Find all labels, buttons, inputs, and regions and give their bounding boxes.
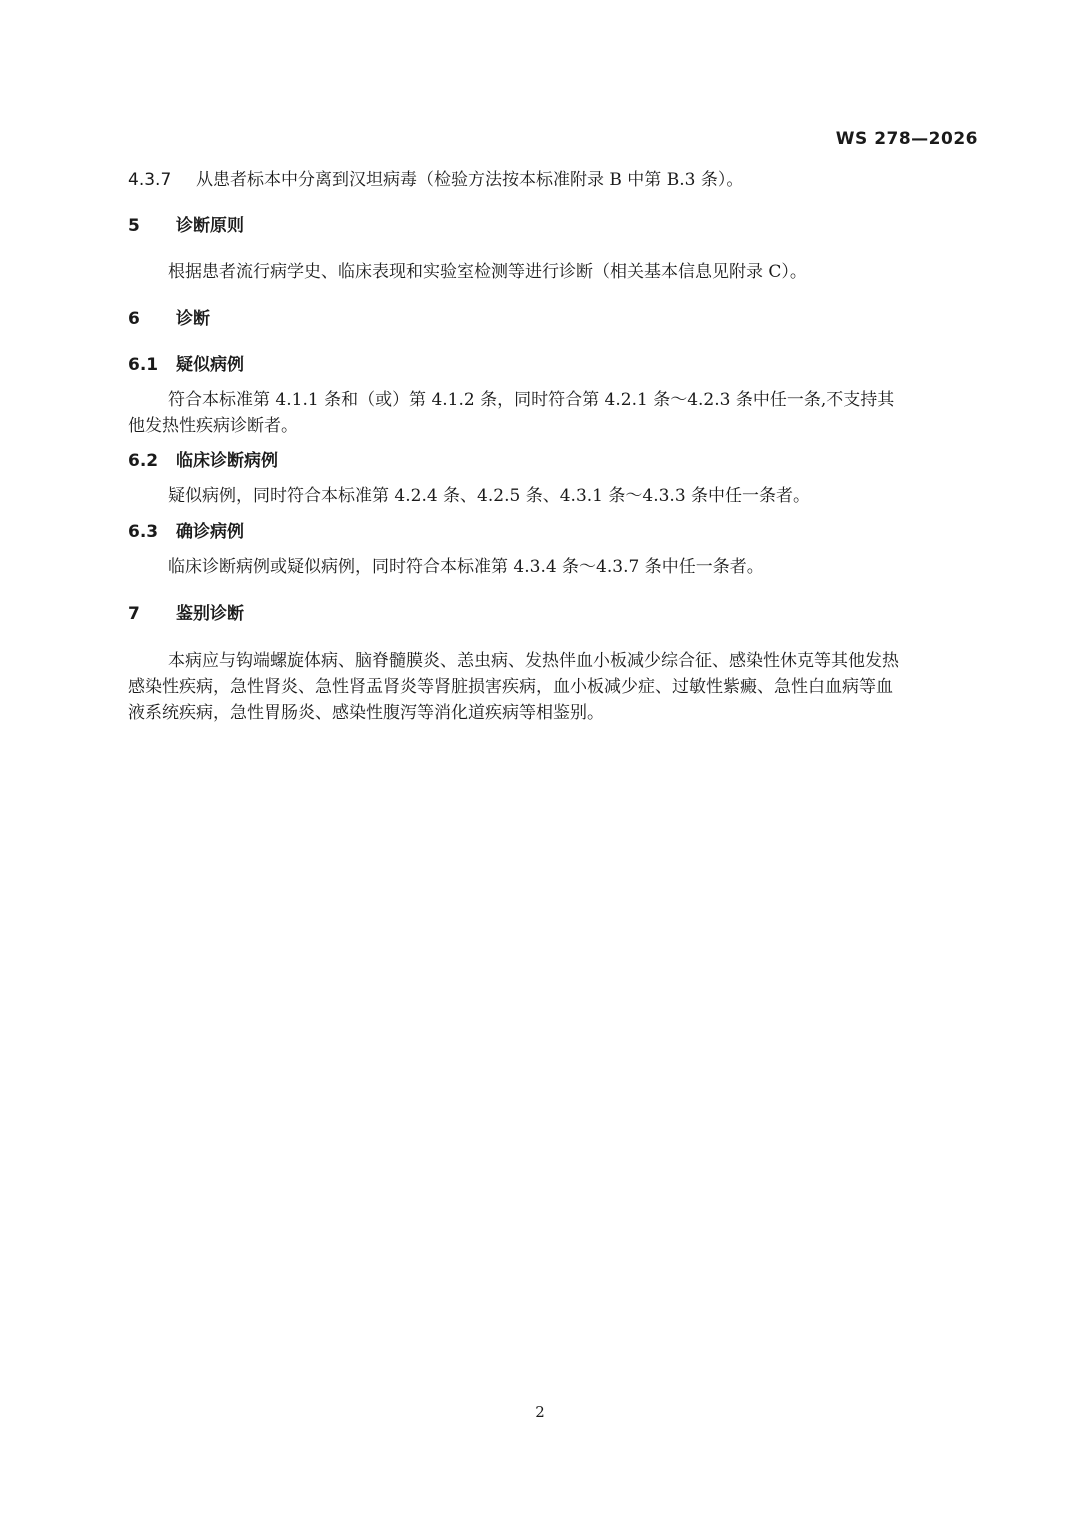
subsection-6-3-heading bbox=[128, 520, 244, 544]
section-title: 鉴别诊断 bbox=[176, 604, 244, 624]
subsection-6-1-heading bbox=[128, 353, 244, 377]
section-5-paragraph: 根据患者流行病学史、临床表现和实验室检测等进行诊断（相关基本信息见附录 C）。 bbox=[168, 262, 807, 282]
subsection-6-2-heading bbox=[128, 449, 278, 473]
clause-number: 4.3.7 bbox=[128, 170, 172, 190]
subsection-title: 疑似病例 bbox=[176, 355, 244, 375]
section-6-heading bbox=[128, 307, 210, 331]
subsection-title: 确诊病例 bbox=[176, 522, 244, 542]
section-number: 6 bbox=[128, 309, 140, 329]
subsection-number: 6.1 bbox=[128, 355, 159, 375]
section-7-line: 本病应与钩端螺旋体病、脑脊髓膜炎、恙虫病、发热伴血小板减少综合征、感染性休克等其他发热 bbox=[168, 651, 899, 671]
section-7-heading bbox=[128, 602, 244, 626]
clause-text: 从患者标本中分离到汉坦病毒（检验方法按本标准附录 B 中第 B.3 条）。 bbox=[196, 170, 744, 190]
section-title: 诊断 bbox=[176, 309, 210, 329]
document-code: WS 278—2026 bbox=[835, 129, 978, 149]
section-5-heading bbox=[128, 214, 244, 238]
subsection-6-1-line: 符合本标准第 4.1.1 条和（或）第 4.1.2 条，同时符合第 4.2.1 条～4.2.3 条中任一条,不支持其 bbox=[168, 390, 895, 410]
section-7-line: 感染性疾病，急性肾炎、急性肾盂肾炎等肾脏损害疾病，血小板减少症、过敏性紫癜、急性白血病等血 bbox=[128, 677, 893, 697]
subsection-number: 6.2 bbox=[128, 451, 159, 471]
subsection-number: 6.3 bbox=[128, 522, 159, 542]
section-7-line: 液系统疾病，急性胃肠炎、感染性腹泻等消化道疾病等相鉴别。 bbox=[128, 703, 604, 723]
section-number: 7 bbox=[128, 604, 140, 624]
subsection-6-1-line: 他发热性疾病诊断者。 bbox=[128, 416, 298, 436]
section-number: 5 bbox=[128, 216, 140, 236]
subsection-6-3-line: 临床诊断病例或疑似病例，同时符合本标准第 4.3.4 条～4.3.7 条中任一条者。 bbox=[168, 557, 764, 577]
page-number: 2 bbox=[535, 1403, 545, 1421]
clause-4-3-7 bbox=[128, 168, 743, 192]
subsection-title: 临床诊断病例 bbox=[176, 451, 278, 471]
subsection-6-2-line: 疑似病例，同时符合本标准第 4.2.4 条、4.2.5 条、4.3.1 条～4.3.3 条中任一条者。 bbox=[168, 486, 811, 506]
section-title: 诊断原则 bbox=[176, 216, 244, 236]
